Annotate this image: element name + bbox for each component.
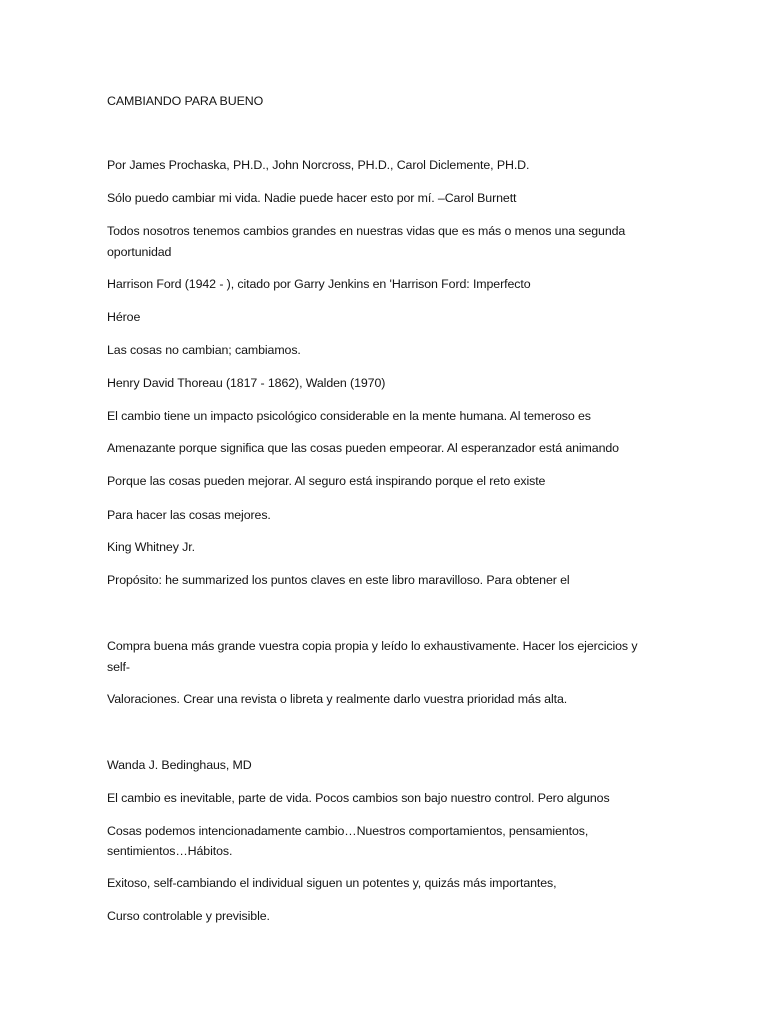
author-line: Wanda J. Bedinghaus, MD bbox=[107, 758, 252, 772]
authors-line: Por James Prochaska, PH.D., John Norcross, PH.D., Carol Diclemente, PH.D. bbox=[107, 158, 530, 172]
text-line: King Whitney Jr. bbox=[107, 540, 195, 554]
document-title: CAMBIANDO PARA BUENO bbox=[107, 94, 264, 108]
text-line: El cambio es inevitable, parte de vida. Pocos cambios son bajo nuestro control. Pero algunos bbox=[107, 791, 610, 805]
text-line: Valoraciones. Crear una revista o libreta y realmente darlo vuestra prioridad más alta. bbox=[107, 692, 568, 706]
text-line: Para hacer las cosas mejores. bbox=[107, 508, 271, 522]
text-line: Todos nosotros tenemos cambios grandes en nuestras vidas que es más o menos una segunda bbox=[107, 224, 626, 238]
text-line: Compra buena más grande vuestra copia propia y leído lo exhaustivamente. Hacer los ejercicios y bbox=[107, 639, 638, 653]
text-line: Henry David Thoreau (1817 - 1862), Walden (1970) bbox=[107, 376, 386, 390]
text-line: El cambio tiene un impacto psicológico considerable en la mente humana. Al temeroso es bbox=[107, 409, 591, 423]
quote-line: Sólo puedo cambiar mi vida. Nadie puede hacer esto por mí. –Carol Burnett bbox=[107, 191, 517, 205]
text-line: sentimientos…Hábitos. bbox=[107, 844, 233, 858]
text-line: Cosas podemos intencionadamente cambio…Nuestros comportamientos, pensamientos, bbox=[107, 824, 589, 838]
text-line: oportunidad bbox=[107, 245, 172, 259]
text-line: Curso controlable y previsible. bbox=[107, 909, 270, 923]
text-line: self- bbox=[107, 660, 130, 674]
text-line: Exitoso, self-cambiando el individual siguen un potentes y, quizás más importantes, bbox=[107, 876, 557, 890]
text-line: Amenazante porque significa que las cosas pueden empeorar. Al esperanzador está animando bbox=[107, 441, 619, 455]
text-line: Porque las cosas pueden mejorar. Al seguro está inspirando porque el reto existe bbox=[107, 474, 546, 488]
text-line: Héroe bbox=[107, 310, 141, 324]
text-line: Propósito: he summarized los puntos claves en este libro maravilloso. Para obtener el bbox=[107, 573, 570, 587]
text-line: Harrison Ford (1942 - ), citado por Garry Jenkins en 'Harrison Ford: Imperfecto bbox=[107, 277, 531, 291]
text-line: Las cosas no cambian; cambiamos. bbox=[107, 343, 301, 357]
